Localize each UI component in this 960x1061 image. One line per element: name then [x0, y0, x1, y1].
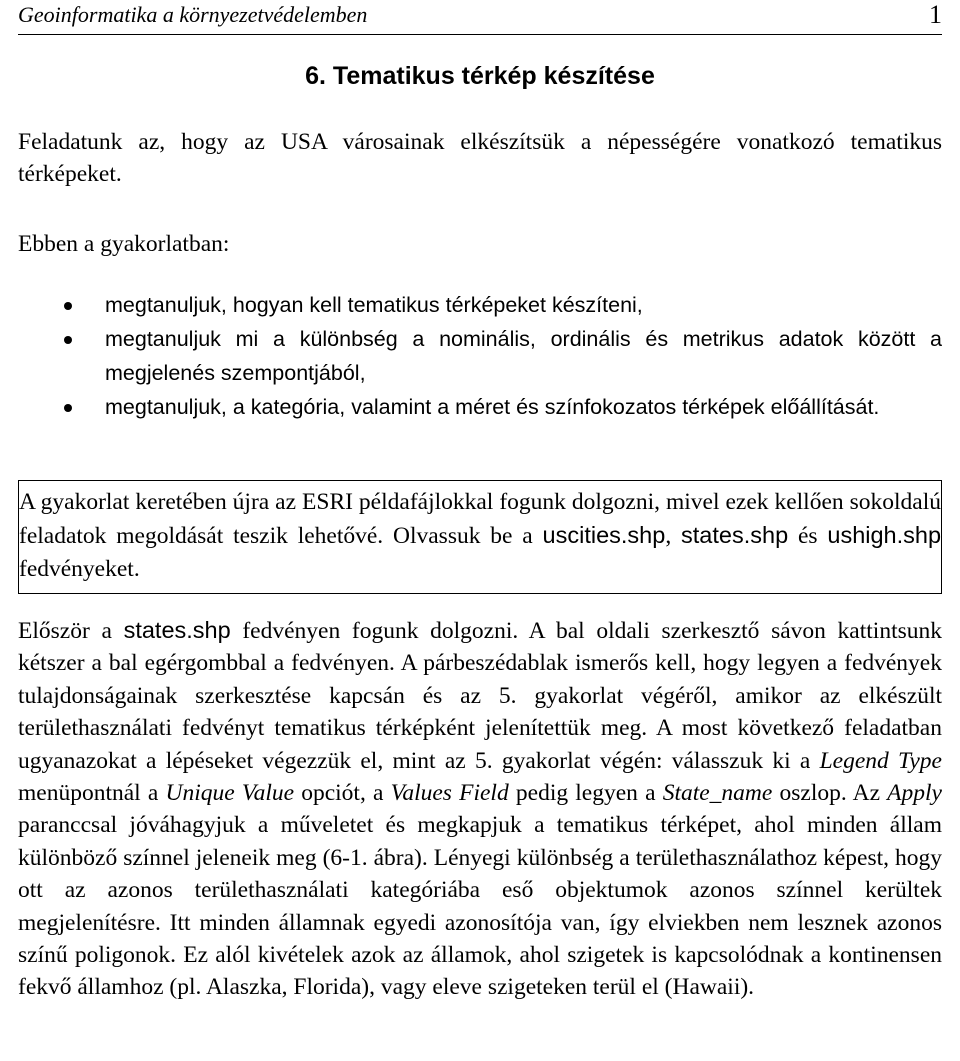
body-text: oszlop. Az [772, 780, 888, 807]
bullet-icon [64, 336, 72, 344]
term-state-name: State_name [662, 780, 773, 807]
practice-intro: Ebben a gyakorlatban: [18, 231, 230, 257]
bullet-icon [64, 404, 72, 412]
term-unique-value: Unique Value [165, 780, 295, 807]
list-item-text: megtanuljuk mi a különbség a nominális, ordinális és metrikus adatok között a megjelenés szempontjából, [105, 327, 942, 385]
file-name-states: states.shp [681, 522, 789, 548]
box-separator: , [665, 523, 682, 549]
list-item [0, 288, 942, 322]
body-text: pedig legyen a [508, 780, 663, 807]
list-item [0, 322, 942, 390]
body-text: fedvényen fogunk dolgozni. A bal oldali szerkesztő sávon kattintsunk kétszer a bal egérgombbal a fedvényen. A párbeszédablak ismerős kell, hogy legyen a fedvények tulajdonságainak szerkesztése kapcsán és az 5. gyakorlat végéről, amikor az elkészült területhasználati fedvényt tematikus térképként jelenítettük meg. A most következő feladatban ugyanazokat a lépéseket végezzük el, mint az 5. gyakorlat végén: válasszuk ki a [18, 618, 943, 774]
files-note-box [18, 480, 942, 594]
term-legend-type: Legend Type [819, 747, 942, 774]
header-title: Geoinformatika a környezetvédelemben [18, 2, 368, 27]
section-heading: 6. Tematikus térkép készítése [305, 62, 655, 90]
body-text: menüpontnál a [18, 780, 166, 807]
term-apply: Apply [887, 780, 942, 807]
list-item [0, 390, 942, 424]
intro-paragraph: Feladatunk az, hogy az USA városainak elkészítsük a népességére vonatkozó tematikus térképeket. [18, 129, 942, 187]
box-text: A gyakorlat keretében újra az ESRI példafájlokkal fogunk dolgozni, mivel ezek kellően sokoldalú feladatok megoldását teszik lehetővé. Olvassuk be a [19, 489, 941, 549]
page-number: 1 [929, 0, 942, 29]
box-separator: és [788, 523, 828, 549]
body-text: opciót, a [294, 780, 391, 807]
page-header [18, 0, 942, 35]
body-text: paranccsal jóváhagyjuk a műveletet és megkapjuk a tematikus térképet, ahol minden állam különböző színnel jeleneik meg (6-1. ábra). Lényegi különbség a területhasználathoz képest, hogy ott az azonos területhasználati kategóriába eső objektumok azonos színnel kerültek megjelenítésre. Itt minden államnak egyedi azonosítója van, így elviekben nem lesznek azonos színű poligonok. Ez alól kivételek azok az államok, ahol szigetek is kapcsolódnak a kontinensen fekvő államhoz (pl. Alaszka, Florida), vagy eleve szigeteken terül el (Hawaii). [18, 812, 942, 1001]
term-values-field: Values Field [390, 780, 509, 807]
bullet-icon [64, 302, 72, 310]
body-text: Először a [18, 618, 124, 644]
box-text-end: fedvényeket. [19, 556, 140, 582]
objectives-list [0, 288, 942, 424]
file-name-states: states.shp [123, 617, 231, 643]
body-paragraph [18, 614, 942, 1004]
list-item-text: megtanuljuk, a kategória, valamint a méret és színfokozatos térképek előállítását. [105, 395, 880, 419]
list-item-text: megtanuljuk, hogyan kell tematikus térképeket készíteni, [105, 293, 643, 317]
file-name-uscities: uscities.shp [542, 522, 666, 548]
file-name-ushigh: ushigh.shp [827, 522, 942, 548]
